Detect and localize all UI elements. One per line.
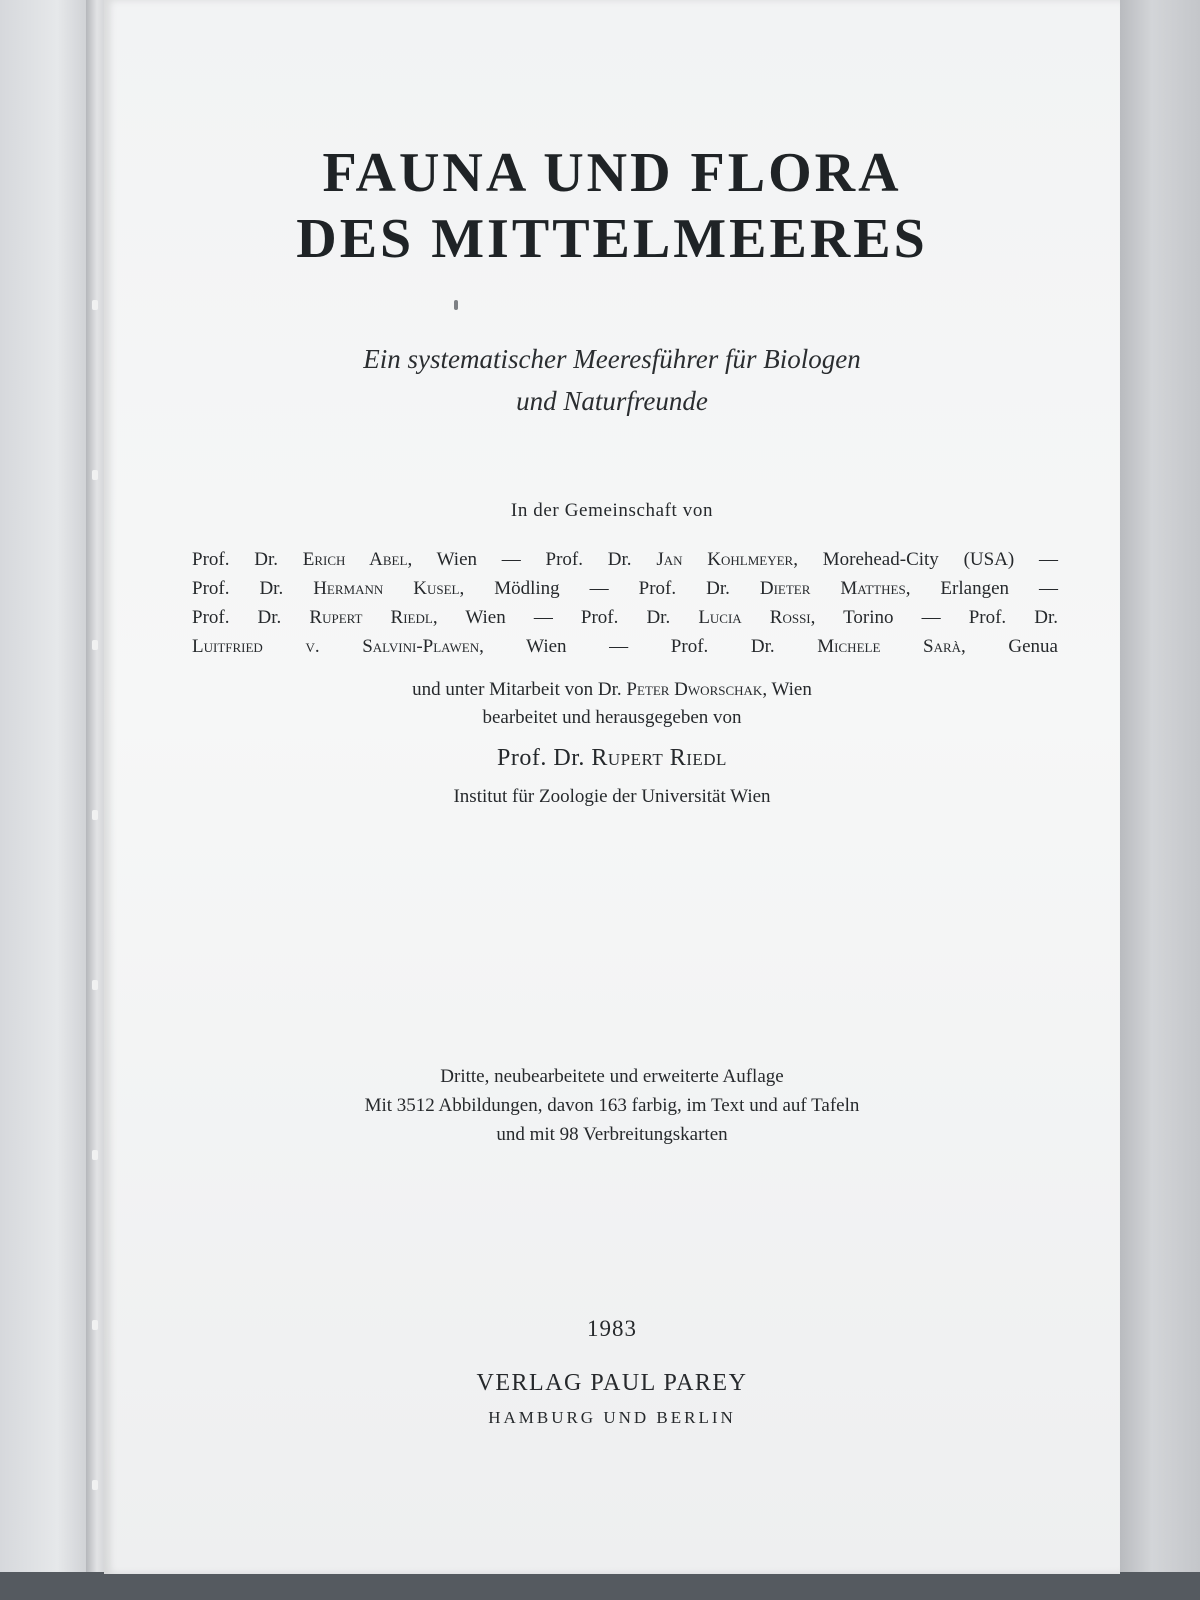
binding-stitch: [92, 300, 98, 310]
author-name: Michele Sarà: [817, 636, 962, 657]
binding-stitch: [92, 980, 98, 990]
author-line-3: [192, 603, 1058, 632]
book-title: [104, 140, 1120, 272]
author-line-1: [192, 545, 1058, 574]
edition-line-2: Mit 3512 Abbildungen, davon 163 farbig, im Text und auf Tafeln: [364, 1095, 860, 1116]
edition-line-3: und mit 98 Verbreitungskarten: [496, 1124, 728, 1145]
publisher-city: HAMBURG UND BERLIN: [488, 1408, 736, 1427]
author-text: , Wien — Prof. Dr.: [432, 607, 699, 628]
author-text: Prof. Dr.: [192, 578, 314, 599]
book-subtitle: [104, 338, 1120, 422]
author-name: Hermann Kusel: [313, 578, 460, 599]
author-name: Erich Abel: [302, 549, 408, 570]
contributor-name: Peter Dworschak: [626, 679, 763, 700]
author-list: [192, 545, 1058, 661]
author-text: , Genua: [961, 636, 1058, 657]
contribution-suffix: , Wien: [762, 679, 812, 700]
editor-institute: Institut für Zoologie der Universität Wien: [453, 786, 771, 807]
edited-by-line: bearbeitet und herausgegeben von: [482, 707, 742, 728]
contribution-prefix: und unter Mitarbeit von Dr.: [412, 679, 627, 700]
table-surface: [0, 1572, 1200, 1600]
subtitle-line-2: und Naturfreunde: [516, 386, 708, 416]
author-text: , Erlangen —: [905, 578, 1058, 599]
paper-mark: [454, 300, 458, 310]
author-name: Rupert Riedl: [309, 607, 433, 628]
left-page-edge: [0, 0, 96, 1600]
subtitle-line-1: Ein systematischer Meeresführer für Biologen: [363, 344, 861, 374]
binding-stitch: [92, 810, 98, 820]
publication-year: 1983: [587, 1316, 637, 1341]
author-text: , Torino — Prof. Dr.: [810, 607, 1059, 628]
author-text: , Mödling — Prof. Dr.: [459, 578, 760, 599]
publisher-name: VERLAG PAUL PAREY: [476, 1370, 748, 1396]
editor-name: [104, 745, 1120, 772]
book-title-line-1: FAUNA UND FLORA: [322, 142, 902, 204]
edition-info: [104, 1062, 1120, 1149]
binding-stitch: [92, 1480, 98, 1490]
binding-stitch: [92, 640, 98, 650]
author-text: , Wien — Prof. Dr.: [407, 549, 657, 570]
binding-stitch: [92, 470, 98, 480]
editor-surname: Rupert Riedl: [591, 745, 727, 771]
author-text: , Wien — Prof. Dr.: [479, 636, 818, 657]
collaboration-intro: In der Gemeinschaft von: [510, 500, 714, 521]
book-title-line-2: DES MITTELMEERES: [296, 208, 928, 270]
editor-prefix: Prof. Dr.: [497, 745, 592, 771]
edition-line-1: Dritte, neubearbeitete und erweiterte Auflage: [440, 1066, 784, 1087]
author-text: Prof. Dr.: [192, 607, 310, 628]
author-name: Luitfried v. Salvini-Plawen: [192, 636, 480, 657]
author-name: Dieter Matthes: [759, 578, 906, 599]
title-page: [104, 0, 1120, 1574]
author-text: , Morehead-City (USA) —: [793, 549, 1059, 570]
right-page-edge: [1120, 0, 1200, 1600]
contribution-line-1: [104, 676, 1120, 704]
author-text: Prof. Dr.: [192, 549, 303, 570]
author-name: Jan Kohlmeyer: [656, 549, 794, 570]
author-name: Lucia Rossi: [698, 607, 811, 628]
binding-stitch: [92, 1150, 98, 1160]
author-line-2: [192, 574, 1058, 603]
binding-stitch: [92, 1320, 98, 1330]
author-line-4: [192, 632, 1058, 661]
contribution-note: [104, 676, 1120, 732]
